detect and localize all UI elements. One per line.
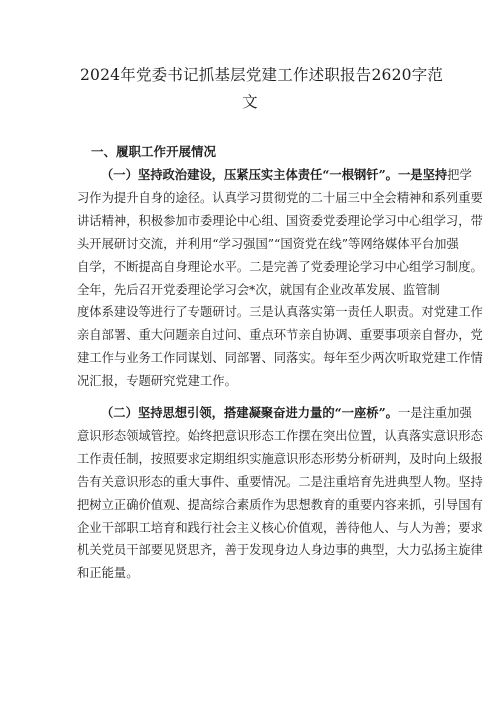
document-title bbox=[80, 62, 444, 116]
paragraph-lead-rest: 把学 bbox=[447, 168, 472, 182]
paragraph-line: 全年，先后召开党委理论学习会*次，就国有企业改革发展、监管制 bbox=[77, 282, 440, 297]
paragraph-line: 意识形态领域管控。始终把意识形态工作摆在突出位置，认真落实意识形态 bbox=[77, 428, 483, 443]
paragraph-lead-bold: （一）坚持政治建设，压紧压实主体责任“一根钢钎”。一是坚持 bbox=[101, 167, 448, 182]
paragraph-line: 把树立正确价值观、提高综合素质作为思想教育的重要内容来抓，引导国有 bbox=[77, 497, 483, 512]
paragraph-line: 头开展研讨交流，并利用“学习强国”“国资党在线”等网络媒体平台加强 bbox=[77, 236, 459, 251]
paragraph-ideological-guidance bbox=[77, 402, 483, 585]
paragraph-lead-rest: 一是注重加强 bbox=[397, 406, 472, 420]
paragraph-line: 和正能量。 bbox=[77, 566, 139, 581]
section-heading: 一、履职工作开展情况 bbox=[91, 144, 217, 159]
paragraph-line: 机关党员干部要见贤思齐，善于发现身边人身边事的典型，大力弘扬主旋律 bbox=[77, 543, 483, 558]
paragraph-line bbox=[77, 402, 472, 425]
paragraph-line: 讲话精神，积极参加市委理论中心组、国资委党委理论学习中心组学习，带 bbox=[77, 213, 483, 228]
title-line-1: 2024年党委书记抓基层党建工作述职报告2620字范 bbox=[80, 66, 444, 84]
paragraph-line: 自学，不断提高自身理论水平。二是完善了党委理论学习中心组学习制度。 bbox=[77, 259, 483, 274]
paragraph-lead-bold: （二）坚持思想引领，搭建凝聚奋进力量的“一座桥”。 bbox=[101, 405, 398, 420]
paragraph-line: 度体系建设等进行了专题研讨。三是认真落实第一责任人职责。对党建工作 bbox=[77, 305, 483, 320]
paragraph-line: 况汇报，专题研究党建工作。 bbox=[77, 374, 237, 389]
paragraph-line: 习作为提升自身的途径。认真学习贯彻党的二十届三中全会精神和系列重要 bbox=[77, 190, 483, 205]
paragraph-line: 建工作与业务工作同谋划、同部署、同落实。每年至少两次听取党建工作情 bbox=[77, 351, 483, 366]
paragraph-line: 亲自部署、重大问题亲自过问、重点环节亲自协调、重要事项亲自督办，党 bbox=[77, 328, 483, 343]
paragraph-line bbox=[77, 164, 472, 187]
paragraph-line: 告有关意识形态的重大事件、重要情况。二是注重培育先进典型人物。坚持 bbox=[77, 474, 483, 489]
paragraph-political-building bbox=[77, 164, 483, 393]
paragraph-line: 工作责任制，按照要求定期组织实施意识形态形势分析研判，及时向上级报 bbox=[77, 451, 483, 466]
paragraph-line: 企业干部职工培育和践行社会主义核心价值观，善待他人、与人为善；要求 bbox=[77, 520, 483, 535]
title-line-2: 文 bbox=[242, 93, 258, 111]
